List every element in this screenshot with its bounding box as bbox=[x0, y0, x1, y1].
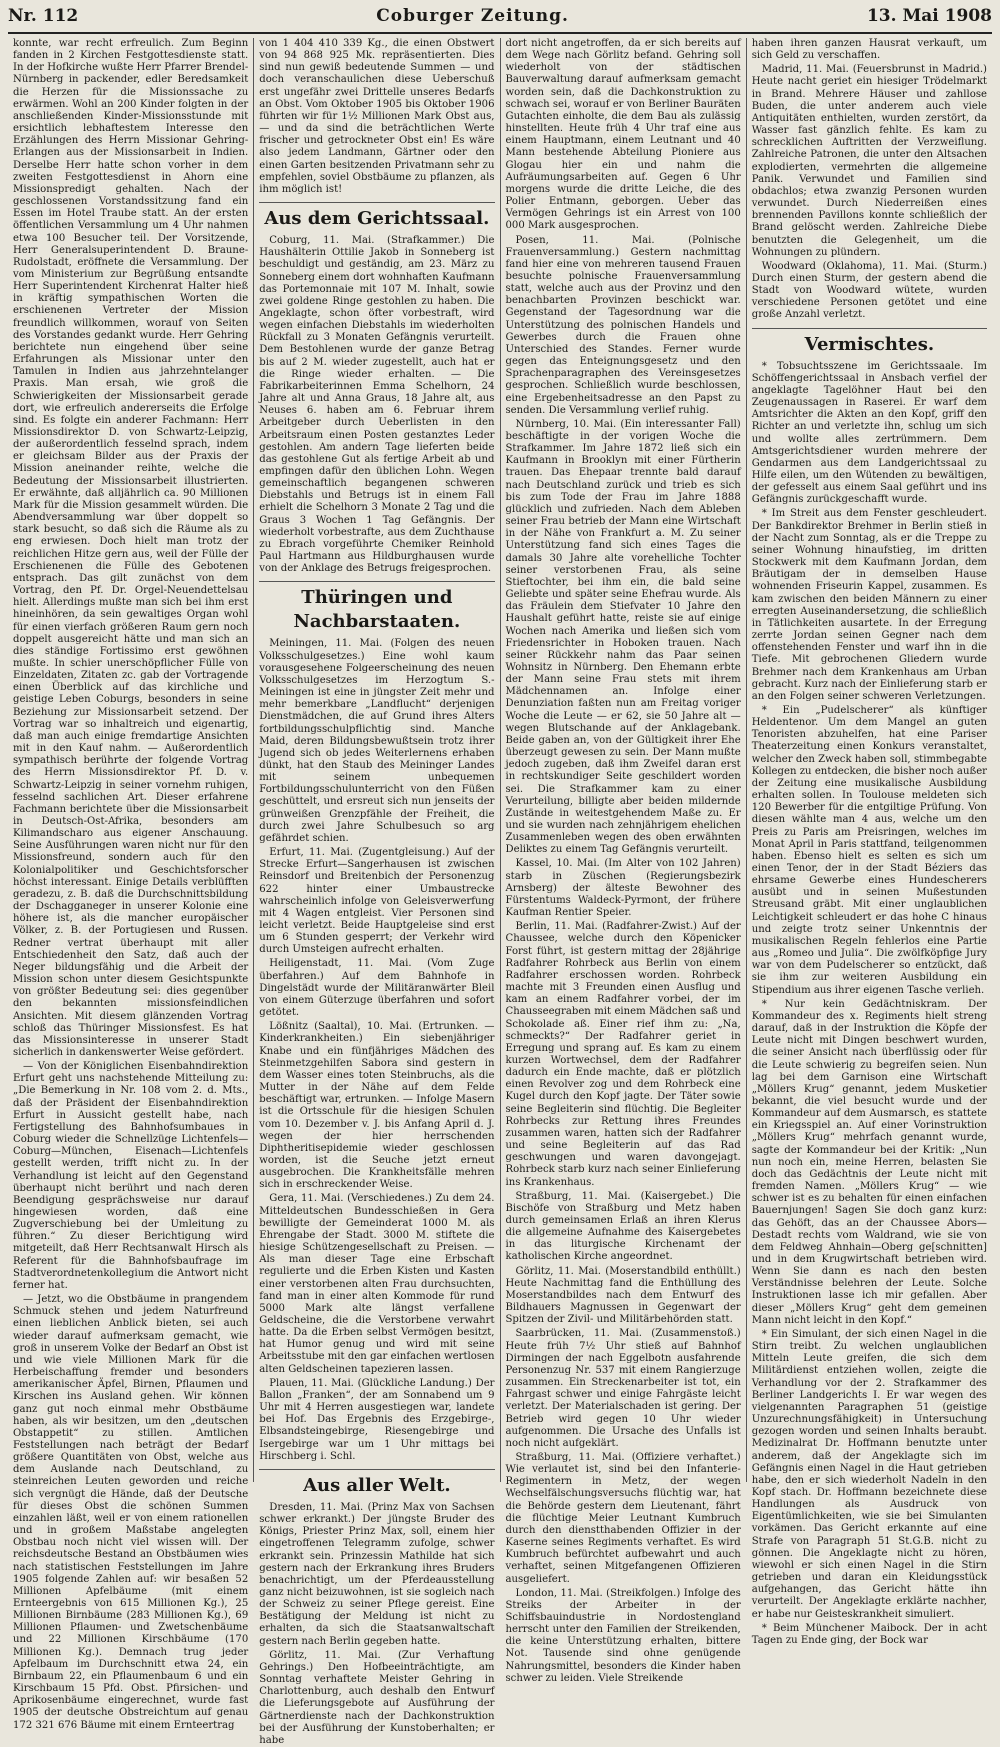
article-gera: Gera, 11. Mai. (Verschiedenes.) Zu dem 24. Mitteldeutschen Bundesschießen in Gera bewilligte der Gemeinderat 1000 M. als Ehrengabe der Stadt. 3000 M. stiftete die hiesige Schützengesellschaft zu Preisen. — Als man dieser Tage eine Erbschaft regulierte und die Erben Kisten und Kasten einer verstorbenen alten Frau durchsuchten, fand man in einer alten Kommode für rund 5000 Mark alte längst verfallene Geldscheine, die die Verstorbene verwahrt hatte. Da die Erben selbst Vermögen besitzt, hat Humor genug und wird mit seine Arbeitsstube mit den gar einfachen wertlosen alten Geldscheinen tapezieren lassen. bbox=[259, 1193, 495, 1375]
article-meiningen: Meiningen, 11. Mai. (Folgen des neuen Volksschulgesetzes.) Eine wohl kaum vorausgesehene Folgeerscheinung des neuen Volksschulgesetzes im Herzogtum S.-Meiningen ist eine in jüngster Zeit mehr und mehr bemerkbare „Landflucht“ derjenigen Dienstmädchen, die auf Grund ihres Alters fortbildungsschulpflichtig sind. Manche Maid, deren Bildungsbewußtsein trotz ihrer Jugend sich ob jedes Weiterlernens erhaben dünkt, hat den Staub des Meininger Landes mit seinem unbequemen Fortbildungsschulunterricht von den Füßen geschüttelt, und ersreut sich nun jenseits der grünweißen Grenzpfähle der Freiheit, die durch zwei Jahre Schulbesuch so arg gefährdet schien. bbox=[259, 638, 495, 844]
columns bbox=[8, 38, 992, 1746]
article-missionsfest: konnte, war recht erfreulich. Zum Beginn fanden in 2 Kirchen Festgottesdienste statt. In der Hofkirche wußte Herr Pfarrer Brendel-Nürnberg in packender, edler Beredsamkeit die Herzen für die Missionssache zu erwärmen. Wohl an 200 Kinder folgten in der anschließenden Kinder-Missionsstunde mit ersichtlich lebhaftestem Interesse den Erzählungen des Herrn Missionar Gehring-Erlangen aus der Missionsarbeit in Indien. Derselbe Herr hatte schon vorher in dem zweiten Festgottesdienst in Ahorn eine Missionspredigt gehalten. Nach der geschlossenen Vorstandssitzung fand ein Essen im Hotel Traube statt. An der ersten öffentlichen Versammlung um 4 Uhr nahmen etwa 100 Besucher teil. Der Vorsitzende, Herr Generalsuperintendent D. Braune-Rudolstadt, eröffnete die Versammlung. Der vom Ministerium zur Begrüßung entsandte Herr Superintendent Kirchenrat Halter hieß in kräftig sympathischen Worten die erschienenen Vertreter der Mission freundlich willkommen, worauf von Seiten des Vorstandes gedankt wurde. Herr Gehring berichtete nun eingehend über seine Erfahrungen als Missionar unter den Tamulen in Indien aus jahrzehntelanger Praxis. Man ersah, wie groß die Schwierigkeiten der Missionsarbeit gerade dort, wie erfreulich andererseits die Erfolge sind. Es folgte ein anderer Fachmann: Herr Missionsdirektor D. von Schwartz-Leipzig, der außerordentlich fesselnd sprach, indem er gleichsam Bilder aus der Praxis der Mission aneinander reihte, welche die Bedeutung der Missionsarbeit illustrierten. Er erwähnte, daß alljährlich ca. 90 Millionen Mark für die Mission gesammelt würden. Die Abendversammlung war über doppelt so stark besucht, so daß sich die Räume als zu eng erwiesen. Doch hielt man trotz der reichlichen Hitze gern aus, weil der Fülle der Erschienenen die Fülle des Gebotenen entsprach. Das gilt zunächst von dem Vortrag, den Pf. Dr. Orgel-Neuendettelsau hielt. Allerdings mußte man sich bei ihm erst hineinhören, da sein gewaltiges Organ wohl für einen vierfach größeren Raum gern noch doppelt ausgereicht hätte und man sich an dies ständige Fortissimo erst gewöhnen mußte. In schier unerschöpflicher Fülle von Einzeldaten, Zitaten zc. gab der Vortragende einen Überblick auf das kirchliche und geistige Leben Coburgs, besonders in seine Beziehung zur Missionsarbeit setzend. Der Vortrag war so inhaltreich und eigenartig, daß man auch einige fremdartige Ansichten mit in den Kauf nahm. — Außerordentlich sympathisch berührte der folgende Vortrag des Herrn Missionsdirektor Pf. D. v. Schwartz-Leipzig in seiner vornehm ruhigen, fesselnd sachlichen Art. Dieser erfahrene Fachmann berichtete über die Missionsarbeit in Deutsch-Ost-Afrika, besonders am Kilimandscharo aus eigener Anschauung. Seine Ausführungen waren nicht nur für den Missionsfreund, sondern auch für den Kolonialpolitiker und Geschichtsforscher höchst interessant. Einige Details verblüfften geradezu, z. B. daß die Durchschnittsbildung der Dschagganeger in unserer Kolonie eine höhere ist, als die mancher europäischer Völker, z. B. der Portugiesen und Russen. Redner vertrat überhaupt mit aller Entschiedenheit den Satz, daß auch der Neger bildungsfähig und die Arbeit der Mission schon unter diesem Gesichtspunkte von größter Bedeutung sei: dies gegenüber den bekannten missionsfeindlichen Ansichten. Mit diesem glänzenden Vortrag schloß das Thüringer Missionsfest. Es hat das Missionsinteresse in unserer Stadt sicherlich in dankenswerter Weise gefördert. bbox=[13, 38, 249, 1058]
newspaper-title: Coburger Zeitung. bbox=[376, 6, 569, 26]
article-woodward: Woodward (Oklahoma), 11. Mai. (Sturm.) Durch einen Sturm, der gestern abend die Stadt von Woodward wütete, wurden verschiedene Personen getötet und eine große Anzahl verletzt. bbox=[751, 260, 987, 321]
article-erfurt: Erfurt, 11. Mai. (Zugentgleisung.) Auf der Strecke Erfurt—Sangerhausen ist zwischen Reinsdorf und Breitenbich der Personenzug 622 hinter einer Umbaustrecke wahrscheinlich infolge von Geleisverwerfung mit 4 Wagen entgleist. Vier Personen sind leicht verletzt. Beide Hauptgeleise sind erst um 6 Stunden gesperrt; der Verkehr wird durch Umsteigen aufrecht erhalten. bbox=[259, 847, 495, 956]
article-madrid: Madrid, 11. Mai. (Feuersbrunst in Madrid.) Heute nacht geriet ein hiesiger Trödelmarkt in Brand. Mehrere Häuser und zahllose Buden, die unter anderem auch viele Antiquitäten enthielten, wurden zerstört, da Wasser fast gänzlich fehlte. Es kam zu schrecklichen Auftritten der Verzweiflung. Zahlreiche Patronen, die unter den Altsachen explodierten, vermehrten die allgemeine Panik. Verwundet und Familien sind obdachlos; etwa zwanzig Personen wurden verwundet. Durch Niederreißen eines brennenden Pavillons konnte schließlich der Brand gelöscht werden. Zahlreiche Diebe benutzten die Gelegenheit, um die Wohnungen zu plündern. bbox=[751, 64, 987, 258]
section-title-aus-aller-welt: Aus aller Welt. bbox=[259, 1469, 494, 1498]
article-tobsuchtsszene: * Tobsuchtsszene im Gerichtssaale. Im Schöffengerichtssaal in Ansbach verfiel der angeklagte Tagelöhner Haut bei den Zeugenaussagen in Raserei. Er warf dem Amtsrichter die Akten an den Kopf, griff den Richter an und verletzte ihn, schlug um sich und wollte alles zertrümmern. Dem Amtsgerichtsdiener wurden mehrere der Gendarmen aus dem Landgerichtssaal zu Hilfe eilen, um den Wütenden zu bewältigen, der gefesselt aus einem Saal geführt und ins Gefängnis zurückgeschafft wurde. bbox=[751, 360, 987, 506]
article-strassburg-offiziere: Straßburg, 11. Mai. (Offiziere verhaftet.) Wie verlautet ist, sind bei den Infanterie-Regimentern in Metz, der wegen Wechselfälschungsversuchs flüchtig war, hat die Behörde gestern dem Lieutenant, fährt die flüchtige Meier Leutnant Kumbruch durch den dienstthabenden Offizier in der Kaserne seines Regiments verhaftet. Es wird Kumbruch befürchtet aufbewahrt und auch verhaftet, seinen Mitgefangenen Offizieren ausgeliefert. bbox=[505, 1451, 741, 1585]
article-heiligenstadt: Heiligenstadt, 11. Mai. (Vom Zuge überfahren.) Auf dem Bahnhofe in Dingelstädt wurde der Militäranwärter Bleil von einem Güterzuge überfahren und sofort getötet. bbox=[259, 958, 495, 1019]
section-title-thueringen: Thüringen und Nachbarstaaten. bbox=[259, 581, 494, 634]
article-eisenbahndirektion: — Von der Königlichen Eisenbahndirektion Erfurt geht uns nachstehende Mitteilung zu: „Die Bemerkung in Nr. 108 vom 2. d. Mts., daß der Präsident der Eisenbahndirektion Erfurt in Aussicht gestellt habe, nach Fertigstellung des Bahnhofsumbaues in Coburg wieder die Schnellzüge Lichtenfels—Coburg—München, Eisenach—Lichtenfels gestellt werden, trifft nicht zu. In der Verhandlung ist leicht auf den Gegenstand überhaupt nicht berührt und nach deren Beendigung gesprächsweise nur darauf hingewiesen worden, daß eine Zugverschiebung bei der Umleitung zu führen.“ Zu dieser Berichtigung wird mitgeteilt, daß Herr Rechtsanwalt Hirsch als Referent für die Bahnhofsbaufrage im Stadtverordnetenkollegium die Antwort nicht ferner hat. bbox=[13, 1061, 249, 1291]
article-goerlitz-moserstandbild: Görlitz, 11. Mai. (Moserstandbild enthüllt.) Heute Nachmittag fand die Enthüllung des Moserstandbildes nach dem Entwurf des Bildhauers Magnussen in Gegenwart der Spitzen der Zivil- und Militärbehörden statt. bbox=[505, 1265, 741, 1326]
article-kassel: Kassel, 10. Mai. (Im Alter von 102 Jahren) starb in Züschen (Regierungsbezirk Arnsberg) der älteste Bewohner des Fürstentums Waldeck-Pyrmont, der frühere Kaufman Rentier Speier. bbox=[505, 858, 741, 919]
column-3 bbox=[501, 38, 747, 1684]
section-title-gerichtssaal: Aus dem Gerichtssaal. bbox=[259, 202, 494, 231]
article-saarbruecken: Saarbrücken, 11. Mai. (Zusammenstoß.) Heute früh 7½ Uhr stieß auf Bahnhof Dirmingen der nach Eggelbotn ausfahrende Personenzug Nr. 537 mit einem Rangierzuge zusammen. Ein Streckenarbeiter ist tot, ein Fahrgast schwer und einige Fahrgäste leicht verletzt. Der Materialschaden ist gering. Der Betrieb wird gegen 10 Uhr wieder aufgenommen. Die Ursache des Unfalls ist noch nicht aufgeklärt. bbox=[505, 1328, 741, 1449]
issue-number: Nr. 112 bbox=[8, 6, 79, 26]
article-plauen: Plauen, 11. Mai. (Glückliche Landung.) Der Ballon „Franken“, der am Sonnabend um 9 Uhr mit 4 Herren ausgestiegen war, landete bei Hof. Das Ergebnis des Erzgebirge-, Elbsandsteingebirge, Riesengebirge und Isergebirge war um 1 Uhr mittags bei Hirschberg i. Schl. bbox=[259, 1377, 495, 1462]
article-dresden: Dresden, 11. Mai. (Prinz Max von Sachsen schwer erkrankt.) Der jüngste Bruder des Königs, Priester Prinz Max, soll, einem hier eingetroffenen Telegramm zufolge, schwer erkrankt sein. Prinzessin Mathilde hat sich gestern nach der Erkrankung ihres Bruders benachrichtigt, um der Pferdeausstellung ganz nicht beizuwohnen, ist sie sogleich nach der Schweiz zu seiner Pflege gereist. Eine Bestätigung der Meldung ist nicht zu erhalten, da sich die Staatsanwaltschaft gestern nach Berlin gegeben hatte. bbox=[259, 1501, 495, 1647]
article-nuernberg: Nürnberg, 10. Mai. (Ein interessanter Fall) beschäftigte in der vorigen Woche die Strafkammer. Im Jahre 1872 ließ sich ein Kaufmann in Brooklyn mit einer Fürtherin trauen. Das Ehepaar trennte bald darauf nach Deutschland zurück und trieb es sich bis zum Tode der Frau im Jahre 1888 glücklich und zufrieden. Nach dem Ableben seiner Frau betrieb der Mann eine Wirtschaft in der Nähe von Frankfurt a. M. Zu seiner Unterstützung fand sich eines Tages die damals 30 Jahre alte vorehelliche Tochter seiner verstorbenen Frau, als seine Stieftochter, bei ihm ein, die bald seine Geliebte und später seine Ehefrau wurde. Als das Fräulein dem Stiefvater 10 Jahre den Haushalt geführt hatte, reiste sie auf einige Wochen nach Amerika und ließen sich vom Friedensrichter in Hoboken trauen. Nach seiner Rückkehr nahm das Paar seinen Wohnsitz in Nürnberg. Den Ehemann erbte der Mann seine Frau stets mit ihrem Mädchennamen an. Infolge einer Denunziation faßten nun am Freitag voriger Woche die Leute — er 62, sie 50 Jahre alt — wegen Blutschande auf der Anklagebank. Beide gaben an, von der Gültigkeit ihrer Ehe überzeugt gewesen zu sein. Der Mann mußte jedoch zugeben, daß ihm Zweifel daran erst in rechtskundiger Seite geschildert worden sei. Die Strafkammer kam zu einer Verurteilung, billigte aber beiden mildernde Zustände in weitestgehendem Maße zu. Er und sie wurden nach zehnjährigem ehelichen Zusammenleben wegen des oben erwähnten Deliktes zu einem Tag Gefängnis verurteilt. bbox=[505, 418, 741, 856]
article-pudelscherer: * Ein „Pudelscherer“ als künftiger Heldentenor. Um dem Mangel an guten Tenoristen abzuhelfen, hat eine Pariser Theaterzeitung einen Konkurs veranstaltet, welcher den Zweck haben soll, stimmbegabte Kollegen zu entdecken, die bisher noch außer der Zeitung eine musikalische Ausbildung erhalten sollen. In Toulouse meldeten sich 120 Bewerber für die entgiltige Prüfung. Von diesen wählte man 4 aus, welche um den Preis zu Paris am Preisringen, welches im Monat April in Paris stattfand, teilgenommen haben. Ebenso hielt es selten es sich um einen Tenor, der in der Stadt Béziers das ehrsame Gewerbe eines Hundescherers ausübt und in seinen Mußestunden Streusand gräbt. Mit einer unglaublichen Leichtigkeit schleudert er das hohe C hinaus und zeigte trotz seiner Unkenntnis der musikalischen Regeln fehlerlos eine Partie aus „Romeo und Julia“. Die zwölfköpfige Jury war von dem Pudelscherer so entzückt, daß sie ihm zur weiteren Ausbildung ein Stipendium aus ihrer eigenen Tasche verlieh. bbox=[751, 704, 987, 996]
article-posen: Posen, 11. Mai. (Polnische Frauenversammlung.) Gestern nachmittag fand hier eine von mehreren tausend Frauen besuchte polnische Frauenversammlung statt, welche auch aus der Provinz und den benachbarten Provinzen beschickt war. Gegenstand der Tagesordnung war die Unterstützung des polnischen Handels und Gewerbes durch die Frauen ohne Unterschied des Standes. Ferner wurde gegen das Enteignungsgesetz und den Sprachenparagraphen des Vereinsgesetzes gesprochen. Schließlich wurde beschlossen, eine Ergebenheitsadresse an den Papst zu senden. Die Versammlung verlief ruhig. bbox=[505, 234, 741, 416]
masthead bbox=[8, 6, 992, 34]
article-strassburg-kaisergebet: Straßburg, 11. Mai. (Kaisergebet.) Die Bischöfe von Straßburg und Metz haben durch gemeinsamen Erlaß an ihren Klerus die allgemeine Aufnahme des Kaisergebetes in das liturgische Kirchenamt der katholischen Kirche angeordnet. bbox=[505, 1190, 741, 1263]
column-1 bbox=[8, 38, 254, 1731]
article-london-continued: haben ihren ganzen Hausrat verkauft, um sich Geld zu verschaffen. bbox=[751, 38, 987, 62]
article-goerlitz-verhaftung: Görlitz, 11. Mai. (Zur Verhaftung Gehrings.) Den Hofbeeinträchtigte, am Sonntag verhaftete Meister Gehring in Charlottenburg, auch deshalb den Entwurf die Lieferungsgebote auf Ausführung der Gärtnerdienste nach der Dachkonstruktion bei der Ausführung der Kunstoberhalten; er habe bbox=[259, 1649, 495, 1746]
article-london: London, 11. Mai. (Streikfolgen.) Infolge des Streiks der Arbeiter in der Schiffsbauindustrie in Nordostengland herrscht unter den Familien der Streikenden, die keine Unterstützung erhalten, bittere Not. Tausende sind ohne genügende Nahrungsmittel, besonders die Kinder haben schwer zu leiden. Viele Streikende bbox=[505, 1587, 741, 1684]
article-fenster: * Im Streit aus dem Fenster geschleudert. Der Bankdirektor Brehmer in Berlin stieß in der Nacht zum Sonntag, als er die Treppe zu seiner Wohnung hinaufstieg, im dritten Stockwerk mit dem Kaufmann Jordan, dem Bräutigam der in demselben Hause wohnenden Friseurin Kappel, zusammen. Es kam zwischen den beiden Männern zu einer erregten Auseinandersetzung, die schließlich in Tätlichkeiten ausartete. In der Erregung zerrte Jordan seinen Gegner nach dem offenstehenden Fenster und warf ihn in die Tiefe. Mit gebrochenen Gliedern wurde Brehmer nach dem Krankenhaus am Urban gebracht. Kurz nach der Einlieferung starb er an den Folgen seiner schweren Verletzungen. bbox=[751, 508, 987, 702]
article-obstbaeume: — Jetzt, wo die Obstbäume in prangendem Schmuck stehen und jedem Naturfreund einen lieblichen Anblick bieten, sei auch wieder darauf aufmerksam gemacht, wie groß in unserem Volke der Bedarf an Obst ist und wie viele Millionen Mark für die Herbeischaffung fremder und besonders amerikanischer Äpfel, Birnen, Pflaumen und Kirschen ins Ausland gehen. Wir können ganz gut noch einmal mehr Obstbäume haben, als wir besitzen, um den „deutschen Obstappetit“ zu stillen. Amtlichen Feststellungen nach beträgt der Bedarf größere Quantitäten von Obst, welche aus dem Auslande nach Deutschland, zu steinreichen Leuten geworden und reiche sich vergnügt die Hände, daß der Deutsche für dieses Obst die schönen Summen einzahlen läßt, weil er von einem rationellen und in großem Maßstabe angelegten Obstbau noch nicht viel wissen will. Der reichsdeutsche Bestand an Obstbäumen wies nach statistischen Feststellungen im Jahre 1905 folgende Zahlen auf: wir besaßen 52 Millionen Apfelbäume (mit einem Ernteergebnis von 615 Millionen Kg.), 25 Millionen Birnbäume (283 Millionen Kg.), 69 Millionen Pflaumen- und Zwetschenbäume und 22 Millionen Kirschbäume (170 Millionen Kg.). Demnach trug jeder Apfelbaum im Durchschnitt etwa 24, ein Birnbaum 22, ein Pflaumenbaum 6 und ein Kirschbaum 15 Pfd. Obst. Pfirsichen- und Aprikosenbäume eingerechnet, wurde fast 1905 der deutsche Obstreichtum auf genau 172 321 676 Bäume mit einem Ernteertrag bbox=[13, 1294, 249, 1731]
article-gedaechtniskram: * Nur kein Gedächtniskram. Der Kommandeur des x. Regiments hielt streng darauf, daß in der Instruktion die Köpfe der Leute nicht mit Dingen beschwert wurden, die seiner Ansicht nach überflüssig oder für die Leute schwierig zu begreifen seien. Nun lag bei dem Garnison eine Wirtschaft „Möllers Krug“ genannt, jedem Musketier bekannt, die viel besucht wurde und der Kommandeur auf dem Ausmarsch, es stattete ein Kriegsspiel an. Auf einer Vorinstruktion „Möllers Krug“ mehrfach genannt wurde, sagte der Kommandeur bei der Kritik: „Nun nun noch ein, meine Herren, belasten Sie doch das Gedächtnis der Leute nicht mit fremden Namen. „Möllers Krug“ — wie schwer ist es zu behalten für einen einfachen Bauernjungen! Sagen Sie doch ganz kurz: das Gehöft, das an der Chaussee Abors—Destadt rechts vom Waldrand, wie sie von dem Feldweg Ahnhain—Oberg ge[schnitten] und in dem Krugwirtschaft betrieben wird. Wenn Sie dann es nach den besten Verständnisse belehren der Leute. Solche Instruktionen lasse ich mir gefallen. Aber dieser „Möllers Krug“ geht dem gemeinen Mann nicht leicht in den Kopf.“ bbox=[751, 998, 987, 1326]
article-goerlitz-continued: dort nicht angetroffen, da er sich bereits auf dem Wege nach Görlitz befand. Gehring soll wiederholt von der städtischen Bauverwaltung darauf aufmerksam gemacht worden sein, daß die Dachkonstruktion zu schwach sei, worauf er von Berliner Bauräten Gutachten einholte, die dem Bau als zulässig hinstellten. Heute früh 4 Uhr traf eine aus einem Hauptmann, einem Leutnant und 40 Mann bestehende Abteilung Pioniere aus Glogau hier ein und nahm die Aufräumungsarbeiten auf. Gegen 6 Uhr morgens wurde die dritte Leiche, die des Polier Entmann, geborgen. Ueber das Vermögen Gehrings ist ein Arrest von 100 000 Mark ausgesprochen. bbox=[505, 38, 741, 232]
section-title-vermischtes: Vermischtes. bbox=[752, 328, 987, 357]
column-2 bbox=[254, 38, 500, 1746]
column-4 bbox=[747, 38, 992, 1646]
article-obstbaeume-continued: von 1 404 410 339 Kg., die einen Obstwert von 94 868 925 Mk. repräsentierten. Dies sind nun gewiß bedeutende Summen — und doch veranschaulichen diese Ueberschuß erst ungefähr zwei Drittelle unseres Bedarfs an Obst. Vom Oktober 1905 bis Oktober 1906 führten wir für 1½ Millionen Mark Obst aus, — und da sind die beträchtlichen Werte frischer und getrockneter Obst ein! Es wäre also jedem Landmann, Gärtner oder den einen Garten besitzenden Privatmann sehr zu empfehlen, soviel Obstbäume zu pflanzen, als ihm möglich ist! bbox=[259, 38, 495, 195]
article-simulant: * Ein Simulant, der sich einen Nagel in die Stirn treibt. Zu welchen unglaublichen Mitteln Leute greifen, die sich dem Militärdienst entziehen wollen, zeigte die Verhandlung vor der 2. Strafkammer des Berliner Landgerichts I. Er war wegen des vielgenannten Paragraphen 51 (geistige Unzurechnungsfähigkeit) in Untersuchung gezogen worden und seinen Inhalts beraubt. Medizinalrat Dr. Hoffmann benutzte unter anderem, daß der Angeklagte sich im Gefängnis einen Nagel in die Haut getrieben habe, den er sich wiederholt Nadeln in den Kopf stach. Dr. Hoffmann bezeichnete diese Handlungen als Ausdruck von Eigentümlichkeiten, wie sie bei Simulanten vorkämen. Das Gericht erkannte auf eine Strafe von Paragraph 51 St.G.B. nicht zu gönnen. Die Angeklagte nicht zu hören, wiewohl er sich einen Nagel in die Stirn getrieben und daran ein Kleidungsstück aufgehangen, das Gericht hätte ihn verurteilt. Der Angeklagte erklärte nachher, er habe nur Geisteskrankheit simuliert. bbox=[751, 1328, 987, 1620]
article-coburg-strafkammer: Coburg, 11. Mai. (Strafkammer.) Die Haushälterin Ottilie Jakob in Sonneberg ist beschuldigt und geständig, am 23. März zu Sonneberg einem dort wohnhaften Kaufmann das Portemonnaie mit 107 M. Inhalt, sowie zwei goldene Ringe gestohlen zu haben. Die Angeklagte, schon öfter vorbestraft, wird wegen einfachen Diebstahls im wiederholten Rückfall zu 3 Monaten Gefängnis verurteilt. Dem Bestohlenen wurde der ganze Betrag bis auf 2 M. wieder zugestellt, auch hat er die Ringe wieder erhalten. — Die Fabrikarbeiterinnen Emma Schelhorn, 24 Jahre alt und Anna Graus, 18 Jahre alt, aus Neuses 6. haben am 6. Februar ihrem Arbeitgeber durch Ueberlisten in den Arbeitsraum einen Posten gestanztes Leder gestohlen. Am andern Tage lieferten beide das gestohlene Gut als fertige Arbeit ab und empfingen dafür den üblichen Lohn. Wegen gemeinschaftlich begangenen schweren Diebstahls und Betrugs ist in einem Fall erhielt die Schelhorn 3 Monate 2 Tag und die Graus 3 Wochen 1 Tag Gefängnis. Der wiederholt vorbestrafte, aus dem Zuchthause zu Ebrach vorgeführte Chemiker Reinhold Paul Hartmann aus Hildburghausen wurde von der Anklage des Betrugs freigesprochen. bbox=[259, 235, 495, 575]
article-maibock: * Beim Münchener Maibock. Der in acht Tagen zu Ende ging, der Bock war bbox=[751, 1622, 987, 1646]
article-loessnitz: Lößnitz (Saaltal), 10. Mai. (Ertrunken. — Kinderkrankheiten.) Ein siebenjähriger Knabe und ein fünfjähriges Mädchen des Steinmetzgehilfen Sabora sind gestern in dem Wasser eines toten Steinbruchs, als die Mutter in der Nähe auf dem Felde beschäftigt war, ertrunken. — Infolge Masern ist die Ortsschule für die hiesigen Schulen vom 10. Dezember v. J. bis Anfang April d. J. wegen der hier herrschenden Diphtheritisepidemie wieder geschlossen worden, ist die Seuche jetzt erneut ausgebrochen. Die Krankheitsfälle mehren sich in erschreckender Weise. bbox=[259, 1021, 495, 1191]
issue-date: 13. Mai 1908 bbox=[866, 6, 992, 26]
article-berlin-radfahrer: Berlin, 11. Mai. (Radfahrer-Zwist.) Auf der Chaussee, welche durch den Köpenicker Forst führt, ist gestern mittag der 28jährige Radfahrer Rohrbeck aus Berlin von einem Radfahrer erschossen worden. Rohrbeck machte mit 3 Freunden einen Ausflug und kam an einem Radfahrer vorbei, der im Chausseegraben mit einem Mädchen saß und Schokolade aß. Einer rief ihm zu: „Na, schmeckts?“ Der Radfahrer geriet in Erregung und sprang auf. Es kam zu einem kurzen Wortwechsel, dem der Radfahrer dadurch ein Ende machte, daß er plötzlich einen Revolver zog und dem Rohrbeck eine Kugel durch den Kopf jagte. Der Täter sowie seine Begleiterin sind flüchtig. Die Begleiter Rohrbecks zur Rettung ihres Freundes zusammen waren, hatten sich der Radfahrer und seine Begleiterin auf das Rad geschwungen und waren davongejagt. Rohrbeck starb kurz nach seiner Einlieferung ins Krankenhaus. bbox=[505, 921, 741, 1188]
